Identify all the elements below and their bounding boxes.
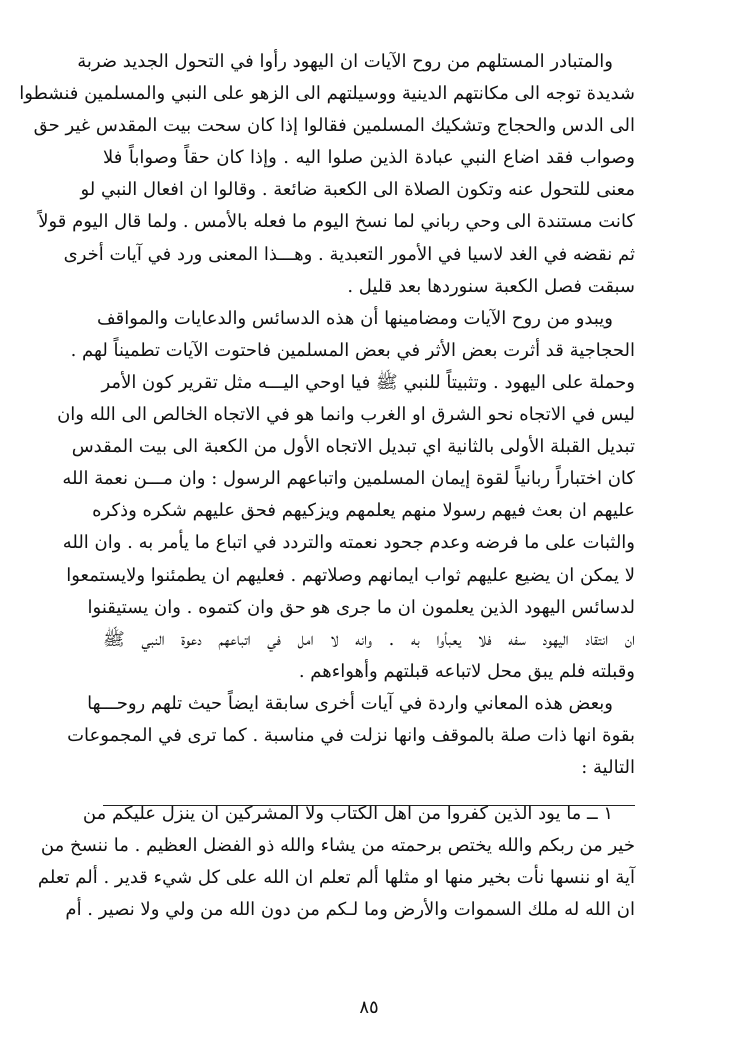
text-line: معنى للتحول عنه وتكون الصلاة الى الكعبة ضائعة . وقالوا ان افعال النبي لو — [80, 179, 635, 201]
text-line: ان الله له ملك السموات والأرض وما لـكم من دون الله من ولي ولا نصير . أم — [65, 899, 635, 921]
text-line: وبعض هذه المعاني واردة في آيات أخرى سابقة ايضاً حيث تلهم روحـــها — [87, 692, 613, 714]
text-line: سبقت فصل الكعبة سنوردها بعد قليل . — [347, 275, 635, 297]
page-number: ٨٥ — [359, 997, 379, 1018]
text-line: آية او ننسها نأت بخير منها او مثلها ألم تعلم ان الله على كل شيء قدير . ألم تعلم — [37, 867, 635, 889]
text-line: والثبات على ما فرضه وعدم جحود نعمته والتردد في اتباع ما يأمر به . وان الله — [62, 532, 635, 554]
body-text — [19, 46, 635, 927]
text-line: الحجاجية قد أثرت بعض الأثر في بعض المسلمين فاحتوت الآيات تطميناً لهم . — [70, 339, 635, 361]
text-line: ان انتقاد اليهود سفه فلا يعبأوا به . وانه لا امل في اتباعهم دعوة النبي ﷺ — [103, 628, 635, 650]
text-line: خير من ربكم والله يختص برحمته من يشاء والله ذو الفضل العظيم . ما ننسخ من — [40, 835, 635, 857]
text-line: عليهم ان بعث فيهم رسولا منهم يعلمهم ويزكيهم فحق عليهم شكره وذكره — [92, 500, 635, 522]
text-line: كان اختباراً ربانياً لقوة إيمان المسلمين واتباعهم الرسول : وان مـــن نعمة الله — [62, 468, 635, 490]
text-line: وقبلته فلم يبق محل لاتباعه قبلتهم وأهواءهم . — [298, 660, 635, 682]
text-line: ويبدو من روح الآيات ومضامينها أن هذه الدسائس والدعايات والمواقف — [97, 307, 613, 329]
text-line: شديدة توجه الى مكانتهم الدينية ووسيلتهم الى الزهو على النبي والمسلمين فنشطوا — [19, 83, 635, 105]
section-divider — [103, 805, 635, 806]
text-line: وصواب فقد اضاع النبي عبادة الذين صلوا اليه . وإذا كان حقاً وصواباً فلا — [103, 147, 635, 169]
text-line: ١ ــ ما يود الذين كفروا من اهل الكتاب ولا المشركين ان ينزل عليكم من — [82, 803, 613, 825]
text-line: التالية : — [581, 757, 635, 779]
text-line: وحملة على اليهود . وتثبيتاً للنبي ﷺ فيا اوحي اليـــه مثل تقرير كون الأمر — [101, 371, 635, 393]
text-line: كانت مستندة الى وحي رباني لما نسخ اليوم ما فعله بالأمس . ولما قال اليوم قولاً — [38, 211, 635, 233]
text-line: لدسائس اليهود الذين يعلمون ان ما جرى هو حق وان كتموه . وان يستيقنوا — [87, 596, 635, 618]
text-line: الى الدس والحجاج وتشكيك المسلمين فقالوا إذا كان سحت بيت المقدس غير حق — [33, 115, 635, 137]
text-line: تبديل القبلة الأولى بالثانية اي تبديل الاتجاه الأول من الكعبة الى بيت المقدس — [71, 436, 635, 458]
text-line: ليس في الاتجاه نحو الشرق او الغرب وانما هو في الاتجاه الخالص الى الله وان — [57, 404, 635, 426]
text-line: ثم نقضه في الغد لاسيا في الأمور التعبدية . وهـــذا المعنى ورد في آيات أخرى — [63, 243, 635, 265]
text-line: لا يمكن ان يضيع عليهم ثواب ايمانهم وصلاتهم . فعليهم ان يطمئنوا ولايستمعوا — [66, 564, 635, 586]
text-line: والمتبادر المستلهم من روح الآيات ان اليهود رأوا في التحول الجديد ضربة — [77, 51, 613, 72]
text-line: بقوة انها ذات صلة بالموقف وانها نزلت في مناسبة . كما ترى في المجموعات — [67, 724, 635, 746]
